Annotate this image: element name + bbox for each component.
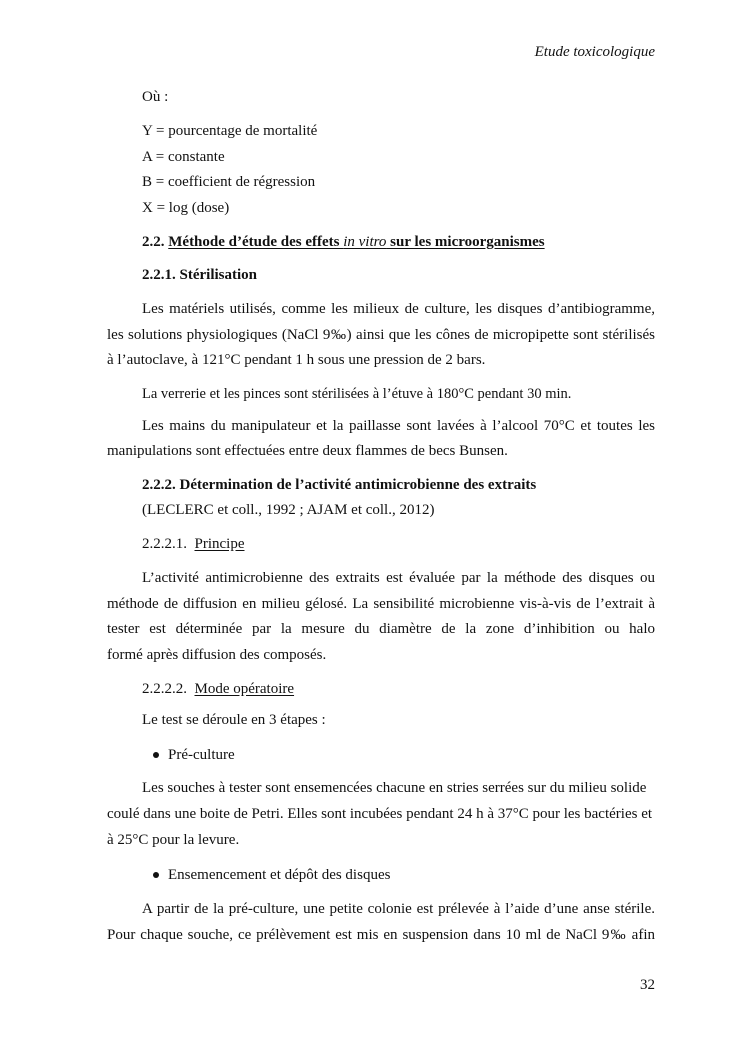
paragraph-line: coulé dans une boite de Petri. Elles sont incubées pendant 24 h à 37°C pour les bactéries et <box>107 806 653 822</box>
paragraph-line: Pour chaque souche, ce prélèvement est mis en suspension dans 10 ml de NaCl 9‰ afin <box>107 927 655 943</box>
paragraph-line: Les matériels utilisés, comme les milieux de culture, les disques d’antibiogramme, <box>142 301 655 317</box>
paragraph-line: L’activité antimicrobienne des extraits est évaluée par la méthode des disques ou <box>142 570 655 586</box>
paragraph-line: Les souches à tester sont ensemencées chacune en stries serrées sur du milieu solide <box>142 780 647 796</box>
bullet-item: Ensemencement et dépôt des disques <box>168 867 391 883</box>
legend-item: B = coefficient de régression <box>142 174 316 190</box>
paragraph-line: manipulations sont effectuées entre deux flammes de becs Bunsen. <box>107 443 508 459</box>
bullet-icon <box>153 752 159 758</box>
references: (LECLERC et coll., 1992 ; AJAM et coll., 2012) <box>142 502 435 518</box>
running-header: Etude toxicologique <box>534 44 655 60</box>
paragraph-line: A partir de la pré-culture, une petite colonie est prélevée à l’aide d’une anse stérile. <box>142 901 655 917</box>
paragraph-line: tester est déterminée par la mesure du diamètre de la zone d’inhibition ou halo <box>107 621 655 637</box>
paragraph-line: à l’autoclave, à 121°C pendant 1 h sous une pression de 2 bars. <box>107 352 486 368</box>
section-heading-2-2-2-1 <box>142 535 245 553</box>
section-heading-2-2 <box>142 233 545 251</box>
section-number: 2.2.2.1. <box>142 536 187 552</box>
section-heading-2-2-2-2 <box>142 680 294 698</box>
section-heading-2-2-2: 2.2.2. Détermination de l’activité antimicrobienne des extraits <box>142 477 537 493</box>
section-title: Principe <box>194 536 245 552</box>
legend-item: X = log (dose) <box>142 200 230 216</box>
bullet-icon <box>153 872 159 878</box>
section-number: 2.2.2.2. <box>142 681 187 697</box>
paragraph-line: les solutions physiologiques (NaCl 9‰) ainsi que les cônes de micropipette sont stérilisés <box>107 327 655 343</box>
paragraph-line: La verrerie et les pinces sont stérilisées à l’étuve à 180°C pendant 30 min. <box>142 386 572 402</box>
section-heading-2-2-1: 2.2.1. Stérilisation <box>142 267 257 283</box>
title-italic: in vitro <box>343 234 387 250</box>
title-part: Méthode d’étude des effets <box>168 234 344 250</box>
bullet-item: Pré-culture <box>168 747 235 763</box>
paragraph-line: méthode de diffusion en milieu gélosé. La sensibilité microbienne vis-à-vis de l’extrait à <box>107 596 655 612</box>
paragraph-line: Les mains du manipulateur et la paillasse sont lavées à l’alcool 70°C et toutes les <box>142 418 655 434</box>
paragraph-line: formé après diffusion des composés. <box>107 647 327 663</box>
paragraph-line: à 25°C pour la levure. <box>107 832 240 848</box>
title-part: sur les microorganismes <box>386 234 545 250</box>
legend-intro: Où : <box>142 89 169 105</box>
section-title: Mode opératoire <box>194 681 295 697</box>
legend-item: A = constante <box>142 149 225 165</box>
page-number: 32 <box>640 977 655 993</box>
section-title <box>168 234 544 250</box>
legend-item: Y = pourcentage de mortalité <box>142 123 318 139</box>
paragraph-line: Le test se déroule en 3 étapes : <box>142 712 326 728</box>
section-number: 2.2. <box>142 234 165 250</box>
